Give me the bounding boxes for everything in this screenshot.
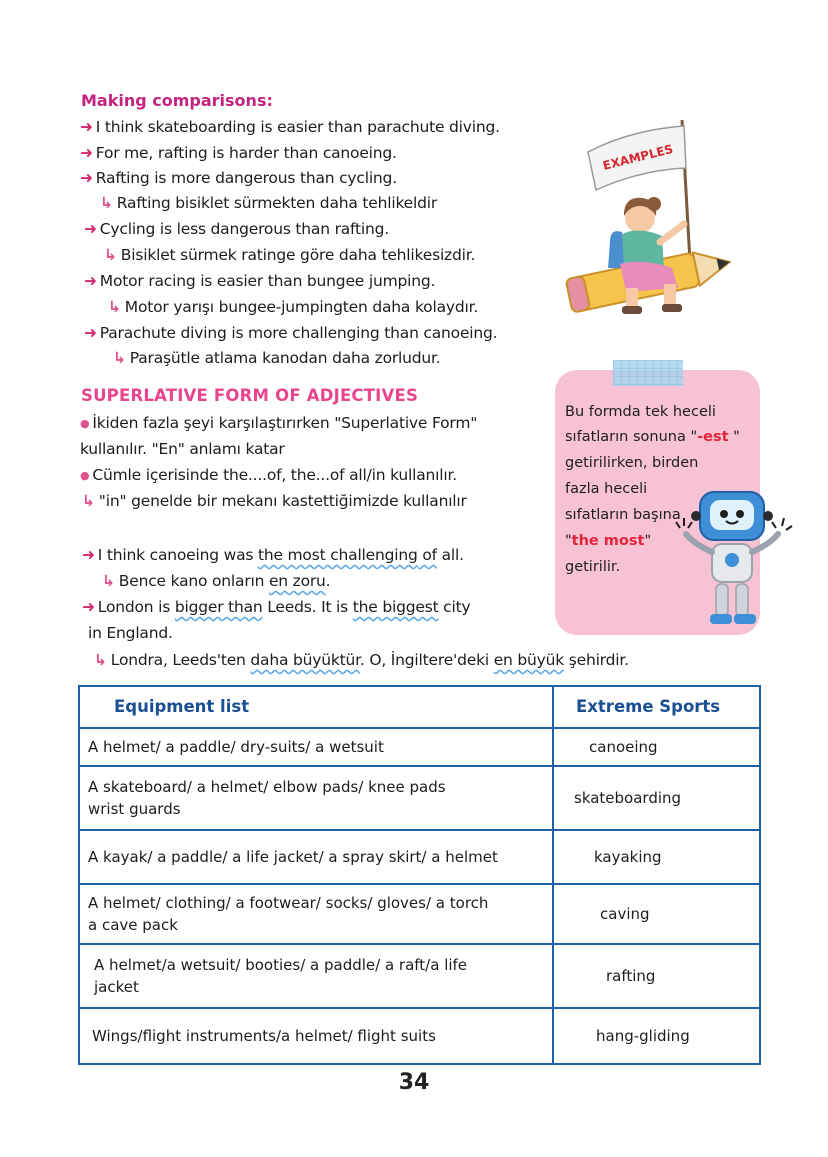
comparison-line-3: ➜ Rafting is more dangerous than cycling. [80, 169, 397, 187]
comparison-line-2: ➜ For me, rafting is harder than canoeing. [80, 144, 397, 162]
arrow-right-icon: ➜ [84, 272, 97, 290]
equipment-cell: A skateboard/ a helmet/ elbow pads/ knee pads wrist guards [79, 766, 553, 830]
bullet-icon: ● [80, 469, 90, 482]
table-header-row [79, 686, 760, 728]
sport-cell: caving [553, 884, 760, 944]
equipment-cell: A helmet/ clothing/ a footwear/ socks/ gloves/ a torch a cave pack [79, 884, 553, 944]
header-sports: Extreme Sports [553, 686, 760, 728]
comparison-translation-6: ↳ Paraşütle atlama kanodan daha zorludur. [113, 349, 441, 367]
comparison-line-5: ➜ Motor racing is easier than bungee jumping. [84, 272, 436, 290]
equipment-table [78, 685, 761, 1065]
comparison-line-1: ➜ I think skateboarding is easier than parachute diving. [80, 118, 500, 136]
hook-arrow-icon: ↳ [82, 492, 95, 510]
hook-arrow-icon: ↳ [113, 349, 126, 367]
sport-cell: hang-gliding [553, 1008, 760, 1064]
note-line-6: "the most" [565, 533, 652, 549]
table-row [79, 830, 760, 884]
superlative-rule-1-cont: kullanılır. "En" anlamı katar [80, 440, 285, 458]
sport-cell: kayaking [553, 830, 760, 884]
page-number: 34 [398, 1070, 430, 1095]
equipment-cell: Wings/flight instruments/a helmet/ flight suits [79, 1008, 553, 1064]
examples-flag-text: EXAMPLES [601, 141, 675, 173]
comparison-translation-5: ↳ Motor yarışı bungee-jumpingten daha kolaydır. [108, 298, 479, 316]
table-row [79, 766, 760, 830]
robot-illustration [672, 488, 796, 634]
note-line-1: Bu formda tek heceli [565, 404, 716, 420]
superlative-heading: SUPERLATIVE FORM OF ADJECTIVES [81, 386, 419, 405]
header-equipment: Equipment list [79, 686, 553, 728]
example-2-translation: ↳ Londra, Leeds'ten daha büyüktür. O, İngiltere'deki en büyük şehirdir. [94, 651, 629, 669]
comparison-line-4: ➜ Cycling is less dangerous than rafting. [84, 220, 390, 238]
hook-arrow-icon: ↳ [108, 298, 121, 316]
hook-arrow-icon: ↳ [94, 651, 107, 669]
hook-arrow-icon: ↳ [102, 572, 115, 590]
girl-on-pencil-illustration [560, 112, 740, 322]
example-2: ➜ London is bigger than Leeds. It is the biggest city [82, 598, 471, 616]
hook-arrow-icon: ↳ [104, 246, 117, 264]
table-row [79, 944, 760, 1008]
comparisons-heading: Making comparisons: [81, 91, 273, 110]
table-row [79, 884, 760, 944]
equipment-cell: A kayak/ a paddle/ a life jacket/ a spray skirt/ a helmet [79, 830, 553, 884]
tape-decoration [613, 360, 683, 386]
note-line-5: sıfatların başına [565, 507, 681, 523]
note-line-3: getirilirken, birden [565, 455, 699, 471]
comparison-translation-3: ↳ Rafting bisiklet sürmekten daha tehlikeldir [100, 194, 438, 212]
example-1: ➜ I think canoeing was the most challenging of all. [82, 546, 464, 564]
hook-arrow-icon: ↳ [100, 194, 113, 212]
arrow-right-icon: ➜ [80, 118, 93, 136]
comparison-translation-4: ↳ Bisiklet sürmek ratinge göre daha tehlikesizdir. [104, 246, 476, 264]
superlative-rule-3: ↳ "in" genelde bir mekanı kastettiğimizde kullanılır [82, 492, 467, 510]
arrow-right-icon: ➜ [82, 598, 95, 616]
comparison-line-6: ➜ Parachute diving is more challenging than canoeing. [84, 324, 498, 342]
bullet-icon: ● [80, 417, 90, 430]
arrow-right-icon: ➜ [82, 546, 95, 564]
arrow-right-icon: ➜ [80, 169, 93, 187]
note-line-4: fazla heceli [565, 481, 648, 497]
arrow-right-icon: ➜ [80, 144, 93, 162]
example-2-cont: in England. [88, 624, 173, 642]
table-row [79, 728, 760, 766]
table-row [79, 1008, 760, 1064]
sport-cell: rafting [553, 944, 760, 1008]
example-1-translation: ↳ Bence kano onların en zoru. [102, 572, 331, 590]
sport-cell: skateboarding [553, 766, 760, 830]
arrow-right-icon: ➜ [84, 220, 97, 238]
sport-cell: canoeing [553, 728, 760, 766]
equipment-cell: A helmet/ a paddle/ dry-suits/ a wetsuit [79, 728, 553, 766]
note-line-7: getirilir. [565, 559, 621, 575]
superlative-rule-1: ● İkiden fazla şeyi karşılaştırırken "Superlative Form" [80, 414, 478, 432]
arrow-right-icon: ➜ [84, 324, 97, 342]
superlative-rule-2: ● Cümle içerisinde the....of, the...of all/in kullanılır. [80, 466, 457, 484]
note-line-2: sıfatların sonuna "-est " [565, 429, 740, 445]
equipment-cell: A helmet/a wetsuit/ booties/ a paddle/ a raft/a life jacket [79, 944, 553, 1008]
